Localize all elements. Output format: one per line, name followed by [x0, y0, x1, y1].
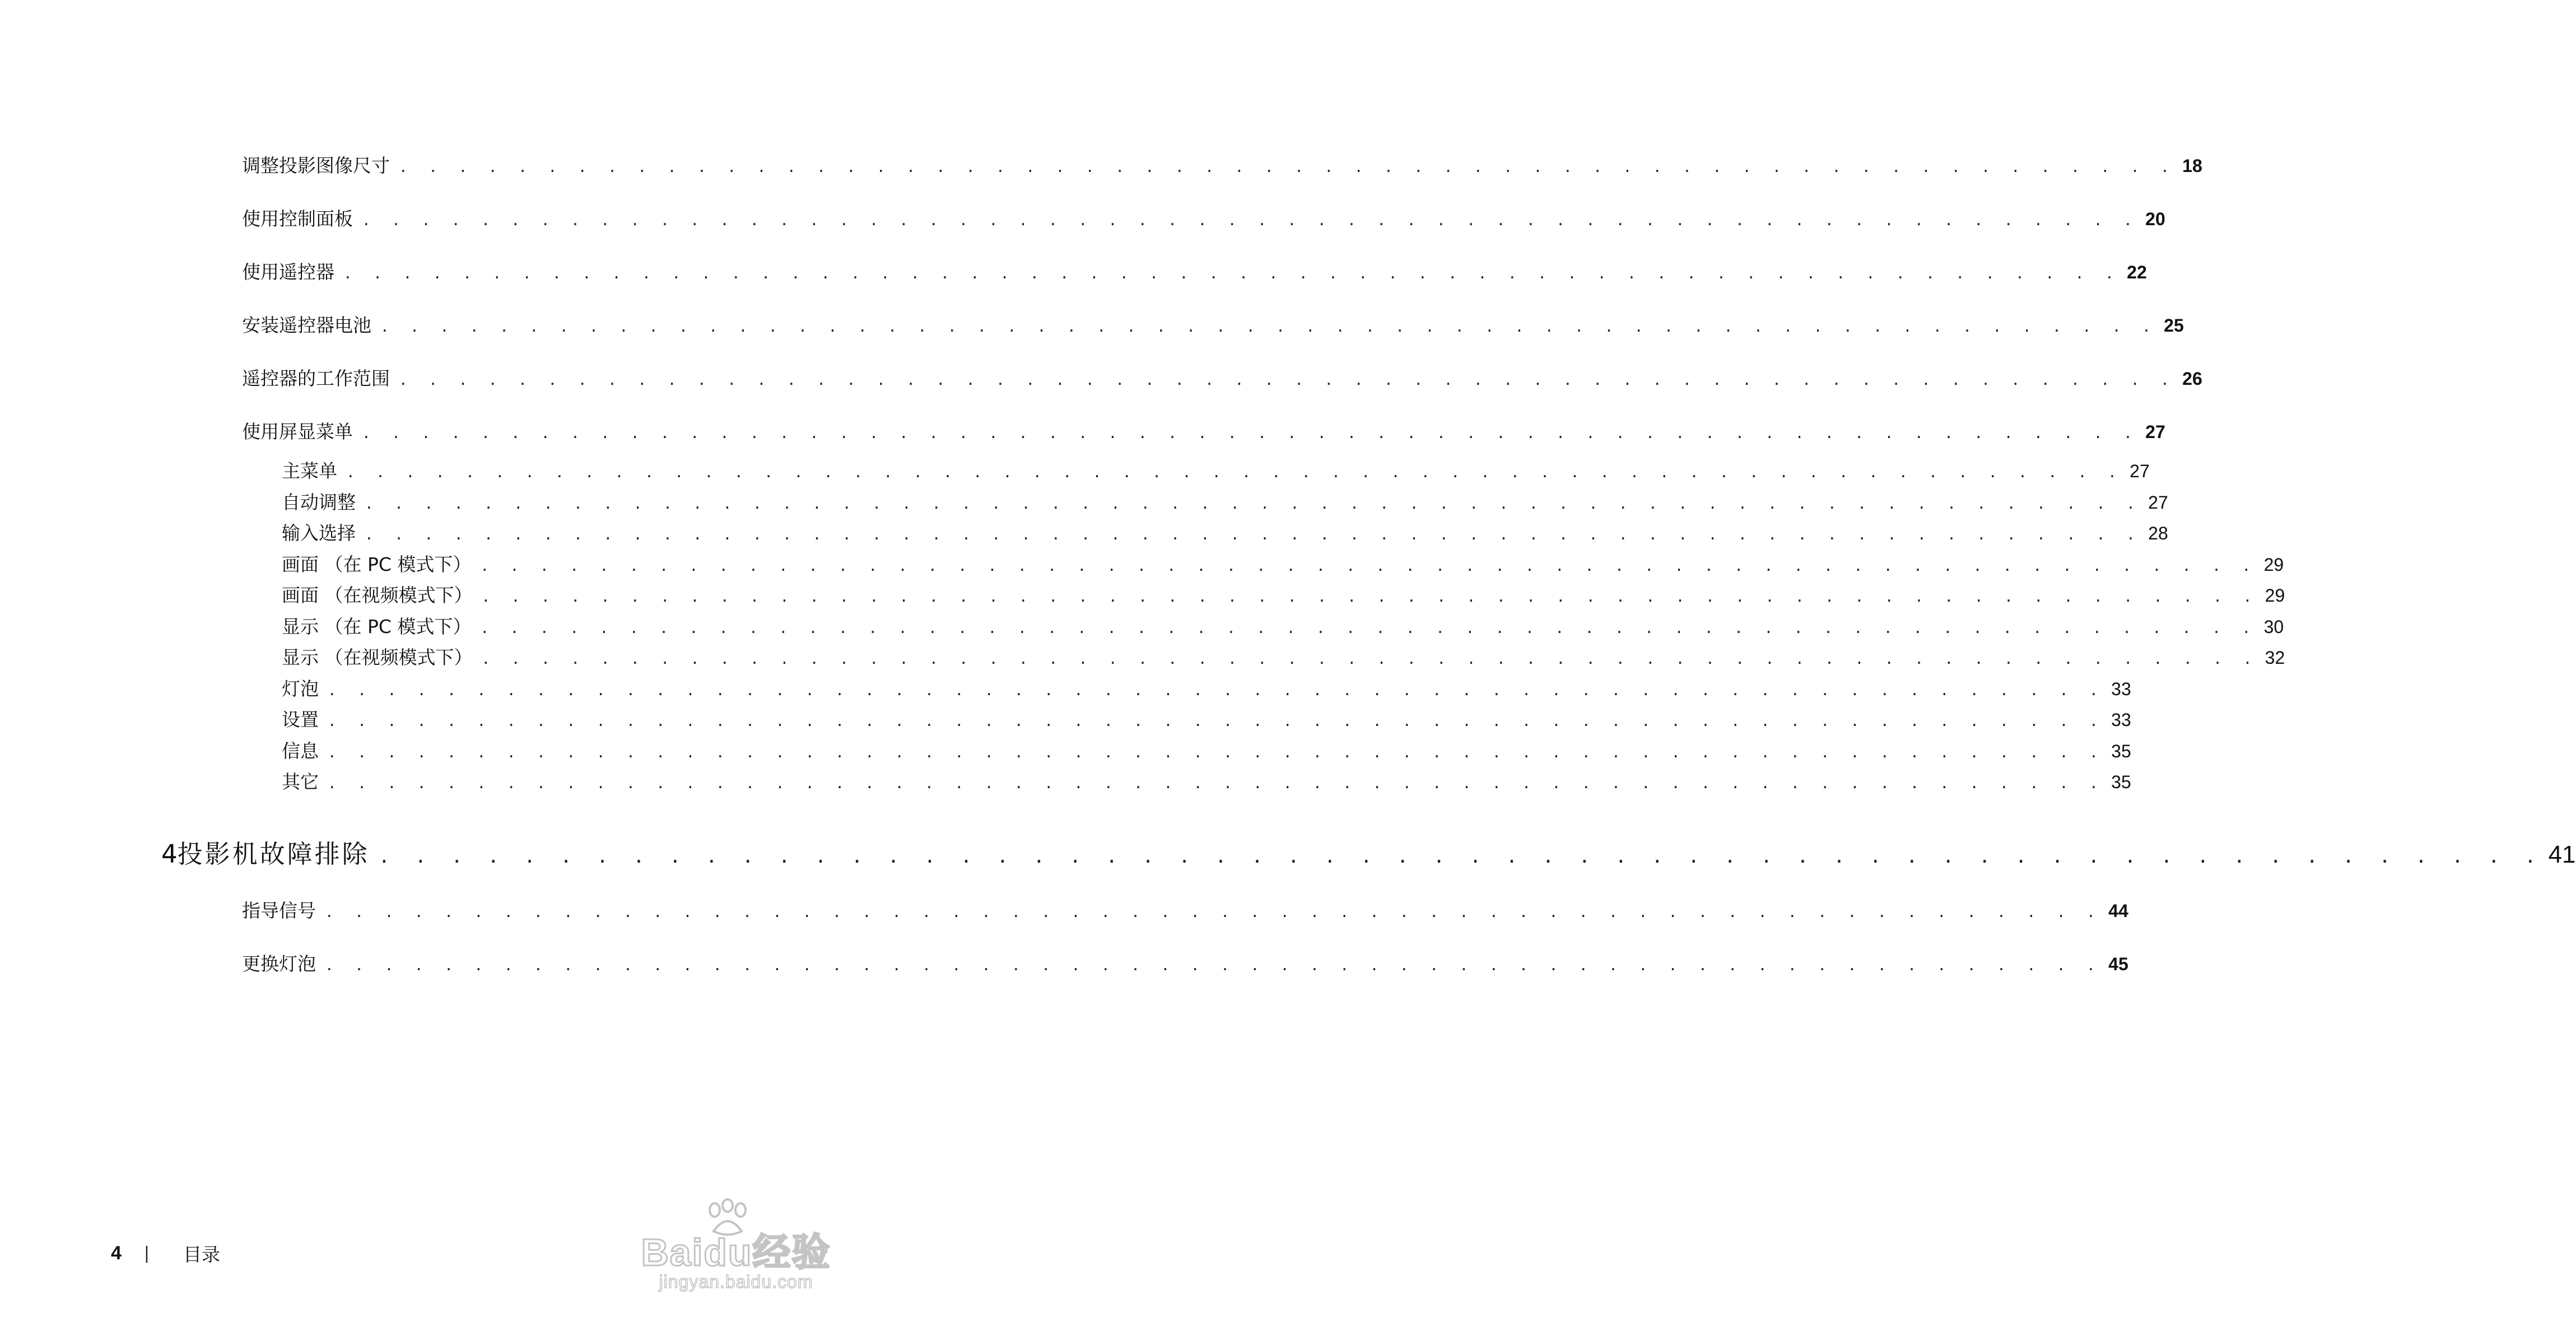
dot-leader: . . . . . . . . . . . . . . . . . . . . . . . . . . . . . . . . . . . . . . . . . . . . . . . . . . . . . . . . . . . . [346, 464, 2123, 481]
toc-entry-title: 显示 （在 PC 模式下） [282, 615, 472, 637]
dot-leader: . . . . . . . . . . . . . . . . . . . . . . . . . . . . . . . . . . . . . . . . . . . . . . . . . . . . . . . . . . . . [328, 744, 2104, 761]
dot-leader: . . . . . . . . . . . . . . . . . . . . . . . . . . . . . . . . . . . . . . . . . . . . . . . . . . . . . . . . . . . . [399, 372, 2176, 389]
toc-page-number: 29 [2265, 585, 2285, 606]
dot-leader: . . . . . . . . . . . . . . . . . . . . . . . . . . . . . . . . . . . . . . . . . . . . . . . . . . . . . . . . . . . . [362, 425, 2139, 442]
toc-entry-title: 画面 （在 PC 模式下） [282, 553, 472, 575]
toc-page-number: 41 [2548, 841, 2576, 868]
toc-page-number: 26 [2182, 369, 2202, 389]
toc-entry[interactable] [242, 204, 2165, 231]
toc-entry[interactable] [242, 950, 2128, 976]
dot-leader: . . . . . . . . . . . . . . . . . . . . . . . . . . . . . . . . . . . . . . . . . . . . . . . . . . . . . . . . . . . . [378, 845, 2543, 868]
toc-subentry[interactable] [282, 643, 2285, 670]
dot-leader: . . . . . . . . . . . . . . . . . . . . . . . . . . . . . . . . . . . . . . . . . . . . . . . . . . . . . . . . . . . . [328, 682, 2104, 699]
dot-leader: . . . . . . . . . . . . . . . . . . . . . . . . . . . . . . . . . . . . . . . . . . . . . . . . . . . . . . . . . . . . [480, 557, 2257, 575]
toc-subentry[interactable] [282, 737, 2131, 764]
toc-entry-title: 遥控器的工作范围 [242, 367, 390, 389]
toc-subentry[interactable] [282, 705, 2131, 732]
toc-page-number: 30 [2263, 616, 2284, 637]
toc-subentry[interactable] [282, 457, 2150, 483]
toc-page-number: 27 [2145, 422, 2165, 442]
page-footer [111, 1239, 220, 1267]
footer-section-title: 目录 [183, 1243, 221, 1265]
toc-page-number: 28 [2148, 523, 2168, 543]
toc-page-number: 33 [2111, 710, 2131, 730]
toc-page-number: 25 [2164, 315, 2184, 336]
dot-leader: . . . . . . . . . . . . . . . . . . . . . . . . . . . . . . . . . . . . . . . . . . . . . . . . . . . . . . . . . . . . [365, 495, 2141, 513]
toc-subentry[interactable] [282, 550, 2284, 577]
toc-page-number: 33 [2111, 678, 2131, 699]
toc-entry-title: 指导信号 [242, 900, 316, 922]
toc-entry[interactable] [242, 364, 2202, 391]
toc-entry-title: 显示 （在视频模式下） [282, 646, 473, 668]
toc-chapter-heading[interactable] [161, 834, 2576, 869]
dot-leader: . . . . . . . . . . . . . . . . . . . . . . . . . . . . . . . . . . . . . . . . . . . . . . . . . . . . . . . . . . . . [481, 651, 2258, 668]
toc-entry[interactable] [242, 311, 2184, 338]
toc-page-number: 20 [2145, 209, 2165, 229]
watermark-brand: Baidu经验 [641, 1231, 831, 1274]
dot-leader: . . . . . . . . . . . . . . . . . . . . . . . . . . . . . . . . . . . . . . . . . . . . . . . . . . . . . . . . . . . . [328, 775, 2104, 792]
dot-leader: . . . . . . . . . . . . . . . . . . . . . . . . . . . . . . . . . . . . . . . . . . . . . . . . . . . . . . . . . . . . [399, 159, 2176, 176]
toc-subentry[interactable] [282, 767, 2131, 794]
chapter-number: 4 [161, 839, 178, 869]
toc-entry-title: 设置 [282, 709, 319, 730]
toc-subentry[interactable] [282, 519, 2168, 546]
toc-page-number: 35 [2111, 772, 2131, 792]
toc-entry-title: 灯泡 [282, 677, 319, 700]
toc-page-number: 18 [2182, 156, 2202, 176]
toc-page-number: 27 [2148, 492, 2168, 513]
toc-entry-title: 输入选择 [282, 522, 356, 544]
toc-page-number: 44 [2108, 901, 2128, 921]
toc-subentry[interactable] [282, 581, 2285, 608]
toc-entry[interactable] [242, 417, 2165, 444]
toc-entry-title: 使用屏显菜单 [242, 421, 353, 443]
dot-leader: . . . . . . . . . . . . . . . . . . . . . . . . . . . . . . . . . . . . . . . . . . . . . . . . . . . . . . . . . . . . [362, 212, 2139, 229]
toc-entry-title: 调整投影图像尺寸 [242, 155, 390, 176]
toc-entry-title: 画面 （在视频模式下） [282, 584, 473, 606]
toc-page-number: 32 [2265, 648, 2285, 668]
toc-subentry[interactable] [282, 488, 2168, 515]
toc-page-number: 27 [2130, 461, 2150, 481]
toc-page-number: 35 [2111, 741, 2131, 761]
toc-page-number: 29 [2263, 554, 2284, 575]
watermark-url: jingyan.baidu.com [659, 1272, 813, 1292]
toc-entry-title: 使用控制面板 [242, 208, 353, 230]
toc-subentry[interactable] [282, 612, 2284, 639]
toc-page-number: 45 [2108, 954, 2128, 974]
toc-entry-title: 安装遥控器电池 [242, 314, 371, 336]
footer-separator: | [143, 1243, 150, 1263]
toc-entry[interactable] [242, 896, 2128, 923]
toc-entry-title: 自动调整 [282, 491, 356, 513]
toc-entry[interactable] [242, 258, 2147, 285]
toc-entry-title: 信息 [282, 739, 319, 762]
dot-leader: . . . . . . . . . . . . . . . . . . . . . . . . . . . . . . . . . . . . . . . . . . . . . . . . . . . . . . . . . . . . [365, 527, 2141, 543]
toc-entry-title: 其它 [282, 771, 319, 793]
dot-leader: . . . . . . . . . . . . . . . . . . . . . . . . . . . . . . . . . . . . . . . . . . . . . . . . . . . . . . . . . . . . [328, 713, 2104, 730]
toc-entry[interactable] [242, 151, 2202, 178]
dot-leader: . . . . . . . . . . . . . . . . . . . . . . . . . . . . . . . . . . . . . . . . . . . . . . . . . . . . . . . . . . . . [480, 620, 2257, 637]
baidu-jingyan-watermark [635, 1199, 837, 1300]
toc-entry-title: 使用遥控器 [242, 261, 334, 283]
toc-entry-title: 主菜单 [282, 460, 337, 482]
dot-leader: . . . . . . . . . . . . . . . . . . . . . . . . . . . . . . . . . . . . . . . . . . . . . . . . . . . . . . . . . . . . [343, 266, 2120, 282]
dot-leader: . . . . . . . . . . . . . . . . . . . . . . . . . . . . . . . . . . . . . . . . . . . . . . . . . . . . . . . . . . . . [325, 957, 2102, 974]
toc-entry-title: 投影机故障排除 [177, 839, 370, 869]
dot-leader: . . . . . . . . . . . . . . . . . . . . . . . . . . . . . . . . . . . . . . . . . . . . . . . . . . . . . . . . . . . . [481, 589, 2258, 606]
footer-page-number: 4 [111, 1242, 122, 1264]
toc-entry-title: 更换灯泡 [242, 953, 316, 975]
toc-subentry[interactable] [282, 674, 2131, 701]
toc-page-number: 22 [2127, 262, 2147, 282]
dot-leader: . . . . . . . . . . . . . . . . . . . . . . . . . . . . . . . . . . . . . . . . . . . . . . . . . . . . . . . . . . . . [325, 904, 2102, 921]
dot-leader: . . . . . . . . . . . . . . . . . . . . . . . . . . . . . . . . . . . . . . . . . . . . . . . . . . . . . . . . . . . . [380, 319, 2157, 336]
